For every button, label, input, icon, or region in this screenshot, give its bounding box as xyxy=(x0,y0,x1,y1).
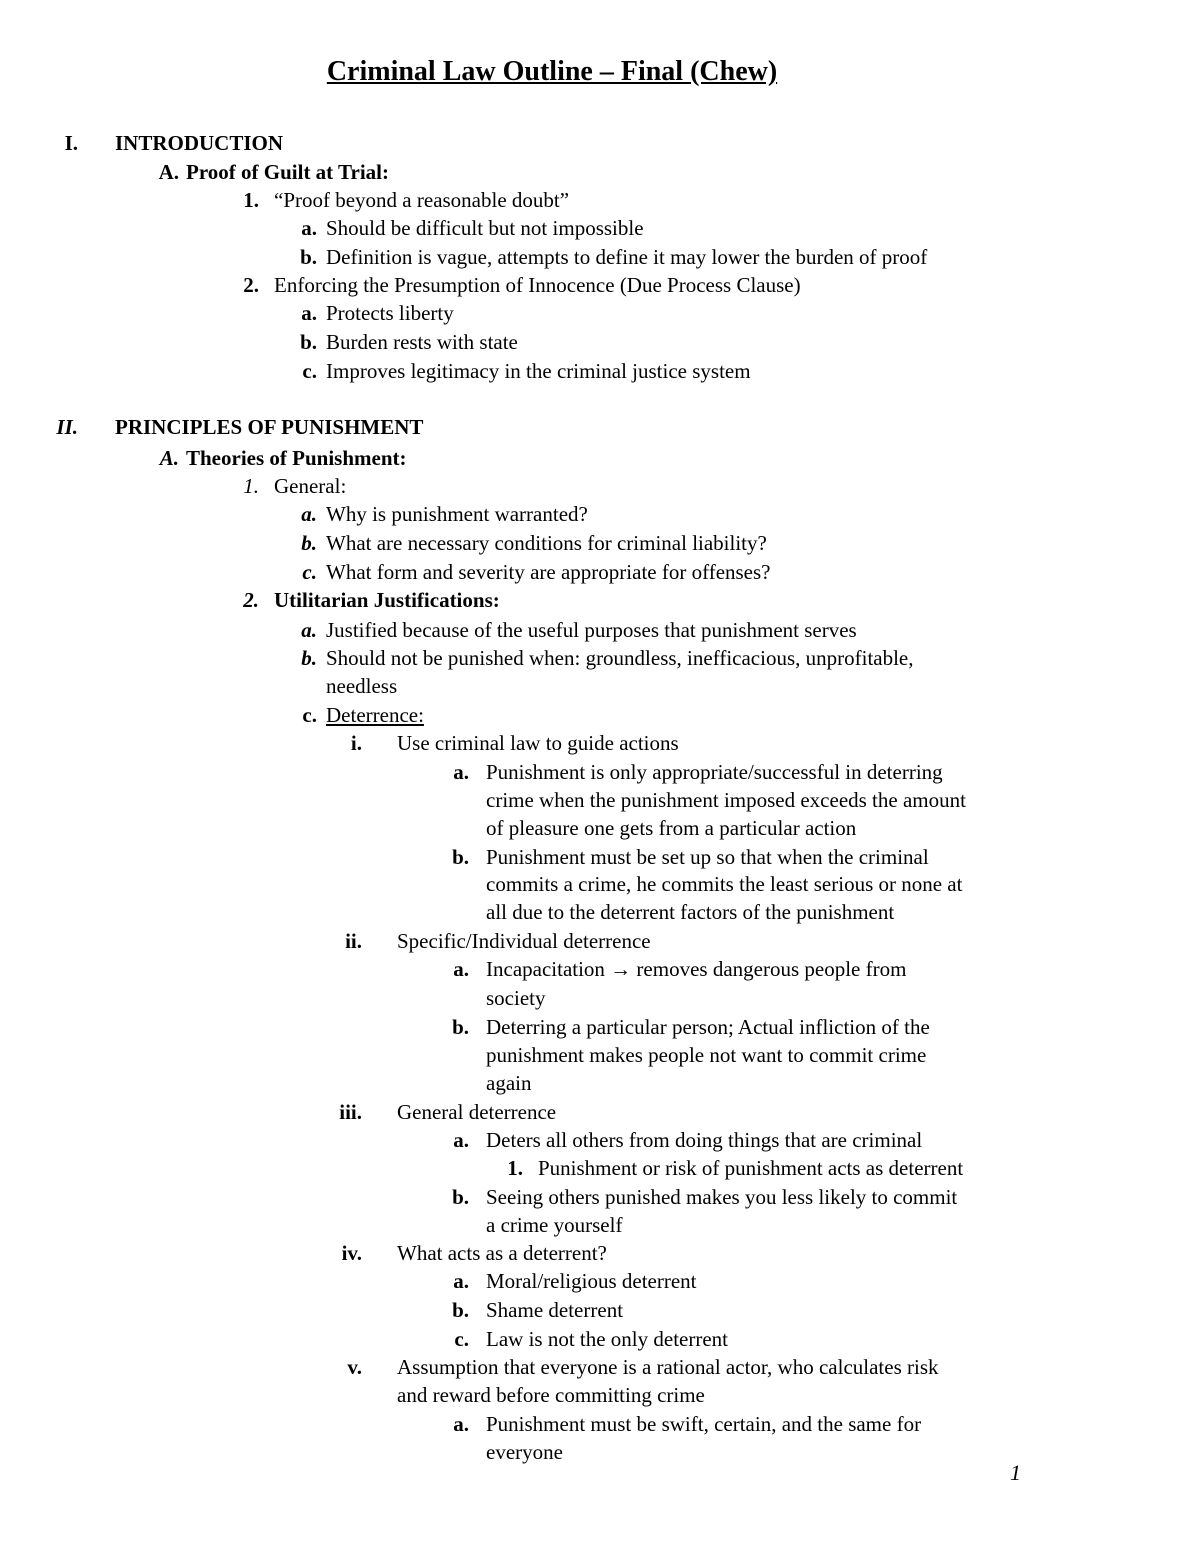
outline-marker: a. xyxy=(453,1412,469,1436)
outline-marker: b. xyxy=(301,646,317,670)
outline-marker: b. xyxy=(300,330,317,354)
outline-text: society xyxy=(486,986,546,1010)
outline-text: Burden rests with state xyxy=(326,330,518,354)
outline-text: What are necessary conditions for criminal liability? xyxy=(326,531,767,555)
outline-marker: ii. xyxy=(345,929,362,953)
outline-text: Protects liberty xyxy=(326,301,454,325)
outline-marker: I. xyxy=(64,131,78,155)
outline-text: Incapacitation → removes dangerous people from xyxy=(486,957,907,981)
outline-text: and reward before committing crime xyxy=(397,1383,705,1407)
page-title: Criminal Law Outline – Final (Chew) xyxy=(326,56,778,87)
outline-text: Moral/religious deterrent xyxy=(486,1269,697,1293)
outline-text: everyone xyxy=(486,1440,563,1464)
outline-text: Definition is vague, attempts to define it may lower the burden of proof xyxy=(326,245,928,269)
outline-text: crime when the punishment imposed exceeds the amount xyxy=(486,788,966,812)
outline-text: Theories of Punishment: xyxy=(186,446,407,470)
outline-text: Why is punishment warranted? xyxy=(326,502,588,526)
outline-text: What form and severity are appropriate for offenses? xyxy=(326,560,771,584)
outline-text: Enforcing the Presumption of Innocence (Due Process Clause) xyxy=(274,273,801,297)
outline-text: Utilitarian Justifications: xyxy=(274,588,500,612)
outline-marker: 1. xyxy=(243,474,259,498)
outline-text: Specific/Individual deterrence xyxy=(397,929,651,953)
outline-marker: a. xyxy=(453,760,469,784)
outline-marker: a. xyxy=(301,216,317,240)
outline-text: Should be difficult but not impossible xyxy=(326,216,644,240)
outline-marker: A. xyxy=(158,160,179,184)
outline-text: Seeing others punished makes you less likely to commit xyxy=(486,1185,958,1209)
outline-marker: c. xyxy=(302,560,317,584)
outline-marker: 2. xyxy=(243,588,259,612)
outline-text: General deterrence xyxy=(397,1100,557,1124)
outline-text: “Proof beyond a reasonable doubt” xyxy=(274,188,570,212)
outline-marker: 1. xyxy=(507,1156,523,1180)
outline-text: INTRODUCTION xyxy=(115,131,284,155)
outline-marker: A. xyxy=(159,446,179,470)
outline-text: Justified because of the useful purposes that punishment serves xyxy=(326,618,857,642)
outline-text: Punishment must be swift, certain, and the same for xyxy=(486,1412,922,1436)
outline-marker: a. xyxy=(453,957,469,981)
outline-marker: a. xyxy=(301,618,317,642)
outline-text: Shame deterrent xyxy=(486,1298,624,1322)
outline-marker: II. xyxy=(56,415,78,439)
outline-marker: a. xyxy=(453,1128,469,1152)
outline-text: a crime yourself xyxy=(486,1213,623,1237)
outline-text: Deterrence: xyxy=(326,703,424,727)
outline-marker: b. xyxy=(452,845,469,869)
outline-marker: 2. xyxy=(243,273,259,297)
outline-text: of pleasure one gets from a particular action xyxy=(486,816,857,840)
outline-text: Assumption that everyone is a rational actor, who calculates risk xyxy=(397,1355,939,1379)
outline-text: needless xyxy=(326,674,398,698)
outline-text: What acts as a deterrent? xyxy=(397,1241,607,1265)
outline-text: again xyxy=(486,1071,532,1095)
outline-text: all due to the deterrent factors of the punishment xyxy=(486,900,895,924)
outline-marker: a. xyxy=(301,301,317,325)
outline-marker: i. xyxy=(350,731,362,755)
outline-marker: 1. xyxy=(243,188,259,212)
outline-marker: b. xyxy=(452,1185,469,1209)
outline-marker: a. xyxy=(453,1269,469,1293)
outline-text: Should not be punished when: groundless, inefficacious, unprofitable, xyxy=(326,646,914,670)
outline-marker: v. xyxy=(347,1355,362,1379)
outline-marker: c. xyxy=(454,1327,469,1351)
outline-text: PRINCIPLES OF PUNISHMENT xyxy=(115,415,424,439)
outline-text: General: xyxy=(274,474,347,498)
outline-text: Deterring a particular person; Actual infliction of the xyxy=(486,1015,930,1039)
outline-text: Deters all others from doing things that are criminal xyxy=(486,1128,923,1152)
outline-marker: b. xyxy=(452,1015,469,1039)
outline-text: Punishment is only appropriate/successful in deterring xyxy=(486,760,943,784)
outline-marker: b. xyxy=(452,1298,469,1322)
outline-marker: b. xyxy=(301,531,317,555)
outline-text: Punishment or risk of punishment acts as deterrent xyxy=(538,1156,964,1180)
outline-text: Law is not the only deterrent xyxy=(486,1327,729,1351)
outline-text: Punishment must be set up so that when the criminal xyxy=(486,845,929,869)
page-number: 1 xyxy=(1010,1460,1021,1485)
outline-marker: iii. xyxy=(339,1100,362,1124)
outline-marker: c. xyxy=(302,359,317,383)
outline-text: punishment makes people not want to commit crime xyxy=(486,1043,927,1067)
outline-marker: a. xyxy=(301,502,317,526)
outline-marker: c. xyxy=(302,703,317,727)
outline-marker: b. xyxy=(300,245,317,269)
outline-text: Proof of Guilt at Trial: xyxy=(186,160,389,184)
outline-text: Use criminal law to guide actions xyxy=(397,731,679,755)
outline-text: Improves legitimacy in the criminal justice system xyxy=(326,359,751,383)
outline-text: commits a crime, he commits the least serious or none at xyxy=(486,872,963,896)
outline-marker: iv. xyxy=(341,1241,362,1265)
